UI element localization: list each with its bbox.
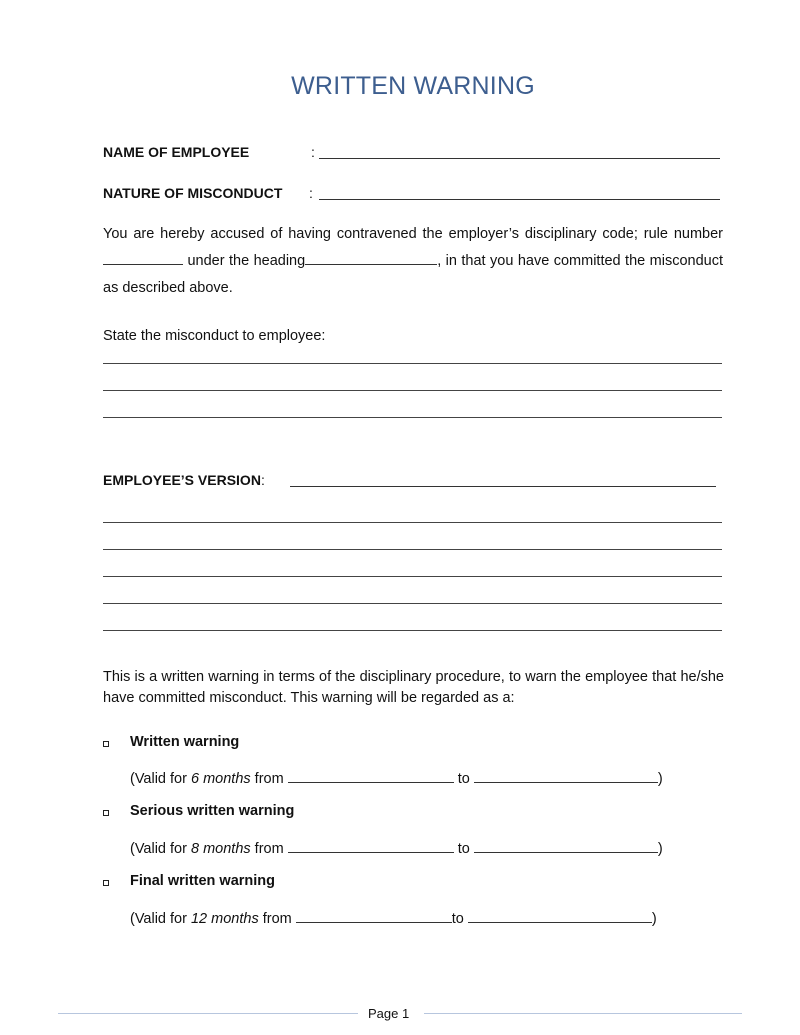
misconduct-line[interactable] bbox=[103, 390, 722, 391]
employee-name-blank[interactable] bbox=[319, 158, 720, 159]
final-warning-checkbox[interactable] bbox=[103, 880, 109, 886]
employee-name-field bbox=[103, 144, 315, 160]
validity-suffix: ) bbox=[657, 771, 663, 787]
validity-duration: 6 months bbox=[190, 771, 251, 787]
misconduct-line[interactable] bbox=[103, 363, 722, 364]
misconduct-label: NATURE OF MISCONDUCT bbox=[103, 185, 283, 201]
employee-version-blank[interactable] bbox=[290, 486, 716, 487]
validity-duration: 8 months bbox=[190, 841, 251, 857]
employee-name-label: NAME OF EMPLOYEE bbox=[103, 144, 250, 160]
final-warning-validity bbox=[130, 908, 657, 927]
serious-warning-label: Serious written warning bbox=[130, 803, 295, 819]
misconduct-line[interactable] bbox=[103, 417, 722, 418]
employee-version-label: EMPLOYEE’S VERSION bbox=[103, 472, 261, 488]
final-warning-label: Final written warning bbox=[130, 873, 276, 889]
to-date-blank[interactable] bbox=[474, 768, 658, 783]
validity-prefix: (Valid for bbox=[130, 911, 191, 927]
validity-from: from bbox=[258, 911, 296, 927]
validity-prefix: (Valid for bbox=[130, 771, 191, 787]
employee-version-field bbox=[103, 472, 265, 488]
validity-duration: 12 months bbox=[190, 911, 259, 927]
employee-version-line[interactable] bbox=[103, 576, 722, 577]
misconduct-colon: : bbox=[309, 185, 313, 201]
validity-to: to bbox=[453, 771, 474, 787]
employee-version-colon: : bbox=[260, 472, 265, 488]
footer-rule-left bbox=[58, 1013, 358, 1014]
validity-to: to bbox=[451, 911, 468, 927]
from-date-blank[interactable] bbox=[296, 908, 452, 923]
validity-prefix: (Valid for bbox=[130, 841, 191, 857]
written-warning-validity bbox=[130, 768, 663, 787]
accusation-text-2: under the heading bbox=[183, 253, 306, 269]
validity-from: from bbox=[250, 771, 288, 787]
from-date-blank[interactable] bbox=[288, 768, 454, 783]
state-misconduct-label: State the misconduct to employee: bbox=[103, 328, 326, 344]
validity-suffix: ) bbox=[657, 841, 663, 857]
written-warning-checkbox[interactable] bbox=[103, 741, 109, 747]
rule-number-blank[interactable] bbox=[103, 250, 183, 265]
to-date-blank[interactable] bbox=[468, 908, 652, 923]
serious-warning-checkbox[interactable] bbox=[103, 810, 109, 816]
misconduct-field bbox=[103, 185, 313, 201]
written-warning-label: Written warning bbox=[130, 734, 240, 750]
employee-version-line[interactable] bbox=[103, 549, 722, 550]
validity-suffix: ) bbox=[651, 911, 657, 927]
validity-to: to bbox=[453, 841, 474, 857]
footer-rule-right bbox=[424, 1013, 742, 1014]
validity-from: from bbox=[250, 841, 288, 857]
accusation-text-3: , in that you have committed the misconduct as described above. bbox=[103, 253, 723, 296]
to-date-blank[interactable] bbox=[474, 838, 658, 853]
misconduct-blank[interactable] bbox=[319, 199, 720, 200]
accusation-text-1: You are hereby accused of having contravened the employer’s disciplinary code; rule number bbox=[103, 226, 723, 242]
accusation-paragraph bbox=[103, 221, 723, 302]
employee-version-line[interactable] bbox=[103, 522, 722, 523]
document-title: WRITTEN WARNING bbox=[291, 72, 535, 100]
employee-version-line[interactable] bbox=[103, 603, 722, 604]
serious-warning-validity bbox=[130, 838, 663, 857]
from-date-blank[interactable] bbox=[288, 838, 454, 853]
employee-version-line[interactable] bbox=[103, 630, 722, 631]
employee-name-colon: : bbox=[311, 144, 315, 160]
heading-blank[interactable] bbox=[305, 250, 437, 265]
page-number: Page 1 bbox=[368, 1006, 410, 1021]
warning-intro-paragraph: This is a written warning in terms of the disciplinary procedure, to warn the employee that he/she have committed misconduct. This warning will be regarded as a: bbox=[103, 669, 724, 706]
